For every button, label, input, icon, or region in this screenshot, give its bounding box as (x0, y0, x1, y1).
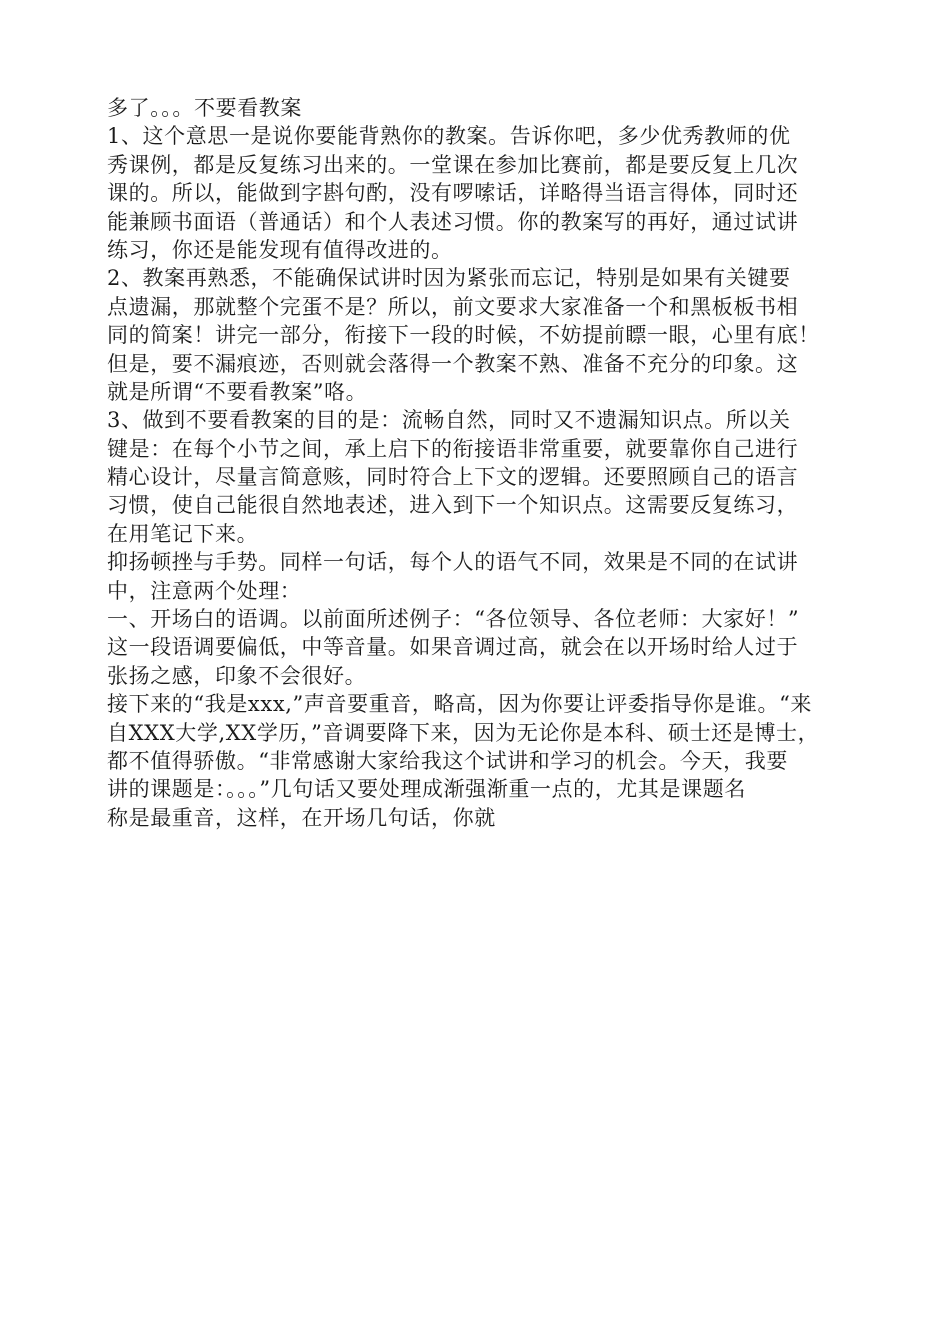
text-line: 在用笔记下来。 (107, 521, 259, 546)
text-line: 自XXX大学,XX学历，”音调要降下来，因为无论你是本科、硕士还是博士， (107, 720, 820, 745)
text-line: 精心设计，尽量言简意赅，同时符合上下文的逻辑。还要照顾自己的语言 (107, 465, 799, 490)
text-line: 练习，你还是能发现有值得改进的。 (107, 237, 453, 262)
text-line: 秀课例，都是反复练习出来的。一堂课在参加比赛前，都是要反复上几次 (107, 152, 799, 177)
text-line: 能兼顾书面语（普通话）和个人表述习惯。你的教案写的再好，通过试讲 (107, 209, 799, 234)
text-line: 讲的课题是：。。。”几句话又要处理成渐强渐重一点的，尤其是课题名 (107, 777, 746, 802)
text-line: 课的。所以，能做到字斟句酌，没有啰嗦话，详略得当语言得体，同时还 (107, 181, 799, 206)
text-line: 习惯，使自己能很自然地表述，进入到下一个知识点。这需要反复练习， (107, 493, 799, 518)
text-line: 中，注意两个处理： (107, 578, 302, 603)
document-body-text (107, 94, 859, 832)
text-line: 抑扬顿挫与手势。同样一句话，每个人的语气不同，效果是不同的在试讲 (107, 550, 799, 575)
text-line: 都不值得骄傲。“非常感谢大家给我这个试讲和学习的机会。今天，我要 (107, 748, 788, 773)
text-line: 但是，要不漏痕迹，否则就会落得一个教案不熟、准备不充分的印象。这 (107, 351, 799, 376)
text-line: 1、这个意思一是说你要能背熟你的教案。告诉你吧，多少优秀教师的优 (107, 124, 791, 149)
text-line: 2、教案再熟悉，不能确保试讲时因为紧张而忘记，特别是如果有关键要 (107, 266, 791, 291)
text-line: 接下来的“我是xxx,”声音要重音，略高，因为你要让评委指导你是谁。“来 (107, 692, 813, 717)
text-line: 就是所谓“不要看教案”咯。 (107, 379, 368, 404)
text-line: 称是最重音，这样，在开场几句话，你就 (107, 805, 496, 830)
text-line: 一、开场白的语调。以前面所述例子：“各位领导、各位老师：大家好！” (107, 607, 800, 632)
text-line: 同的简案！讲完一部分，衔接下一段的时候，不妨提前瞟一眼，心里有底！ (107, 323, 820, 348)
text-line: 键是：在每个小节之间，承上启下的衔接语非常重要，就要靠你自己进行 (107, 436, 799, 461)
text-line: 多了。。。不要看教案 (107, 96, 302, 120)
text-line: 这一段语调要偏低，中等音量。如果音调过高，就会在以开场时给人过于 (107, 635, 799, 660)
text-line: 3、做到不要看教案的目的是：流畅自然，同时又不遗漏知识点。所以关 (107, 408, 791, 433)
text-line: 点遗漏，那就整个完蛋不是？所以，前文要求大家准备一个和黑板板书相 (107, 294, 799, 319)
text-line: 张扬之感，印象不会很好。 (107, 663, 367, 688)
